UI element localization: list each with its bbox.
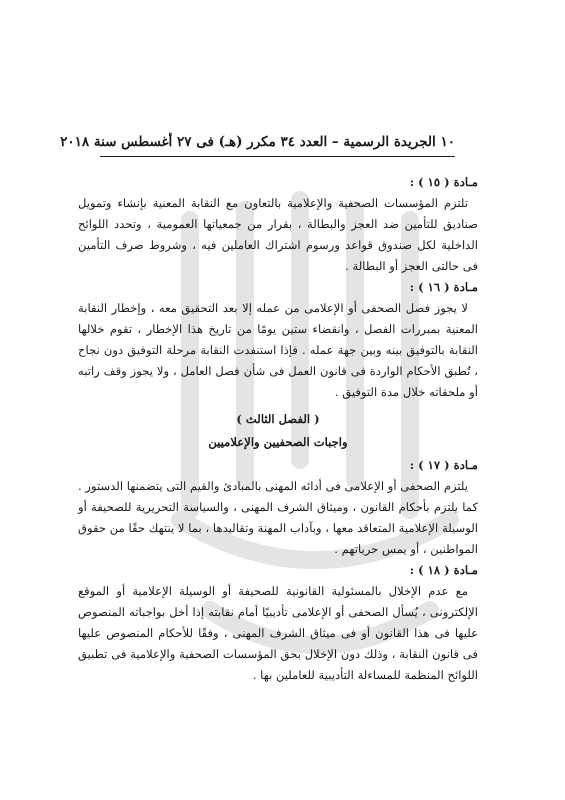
article-16-title: مـادة ( ١٦ ) : — [409, 280, 478, 294]
article-18-text: مع عدم الإخلال بالمسئولية القانونية للصحيفة أو الوسيلة الإعلامية أو الموقع الإلكترونى ، يُسأل الصحفى أو الإعلامى تأديبيًا أمام نقابته إذا أخل بواجباته المنصوص عليها فى هذا القانون أو فى ميثاق الشرف المهنى ، وفقًا للأحكام المنصوص عليها فى قانون النقابة ، وذلك دون الإخلال بحق المؤسسات الصحفية والإعلامية فى تطبيق اللوائح المنظمة للمساءلة التأديبية للعاملين بها . — [78, 584, 478, 682]
article-17-title: مـادة ( ١٧ ) : — [409, 458, 478, 472]
article-16-text: لا يجوز فصل الصحفى أو الإعلامى من عمله إلا بعد التحقيق معه ، وإخطار النقابة المعنية بمبررات الفصل ، وانقضاء ستين يومًا من تاريخ هذا الإخطار ، تقوم خلالها النقابة بالتوفيق بينه وبين جهة عمله . فإذا استنفدت النقابة مرحلة التوفيق دون نجاح ، تُطبق الأحكام الواردة فى قانون العمل فى شأن فصل العامل ، ولا يجوز وقف راتبه أو ملحقاته خلال مدة التوفيق . — [78, 301, 478, 399]
chapter-title: ( الفصل الثالث ) — [236, 412, 320, 426]
document-body — [78, 172, 478, 686]
article-15-text: تلتزم المؤسسات الصحفية والإعلامية بالتعاون مع النقابة المعنية بإنشاء وتمويل صناديق للتأمين ضد العجز والبطالة ، بقرار من جمعياتها العمومية ، وتحدد اللوائح الداخلية لكل صندوق قواعد ورسوم اشتراك العاملين فيه ، وشروط صرف التأمين فى حالتى العجز أو البطالة . — [78, 196, 478, 273]
page-header: ١٠ الجريدة الرسمية – العدد ٣٤ مكرر (هـ) فى ٢٧ أغسطس سنة ٢٠١٨ — [60, 134, 455, 150]
article-17-text: يلتزم الصحفى أو الإعلامى فى أدائه المهنى بالمبادئ والقيم التى يتضمنها الدستور . كما يلتزم بأحكام القانون ، وميثاق الشرف المهنى ، والسياسة التحريرية للصحيفة أو الوسيلة الإعلامية المتعاقد معها ، وبآداب المهنة وتقاليدها ، بما لا ينتهك حقًا من حقوق المواطنين ، أو يمس حرياتهم . — [78, 479, 478, 556]
article-15-title: مـادة ( ١٥ ) : — [409, 175, 478, 189]
article-18-title: مـادة ( ١٨ ) : — [409, 563, 478, 577]
header-divider — [100, 156, 455, 157]
chapter-subtitle: واجبات الصحفيين والإعلاميين — [208, 435, 348, 449]
